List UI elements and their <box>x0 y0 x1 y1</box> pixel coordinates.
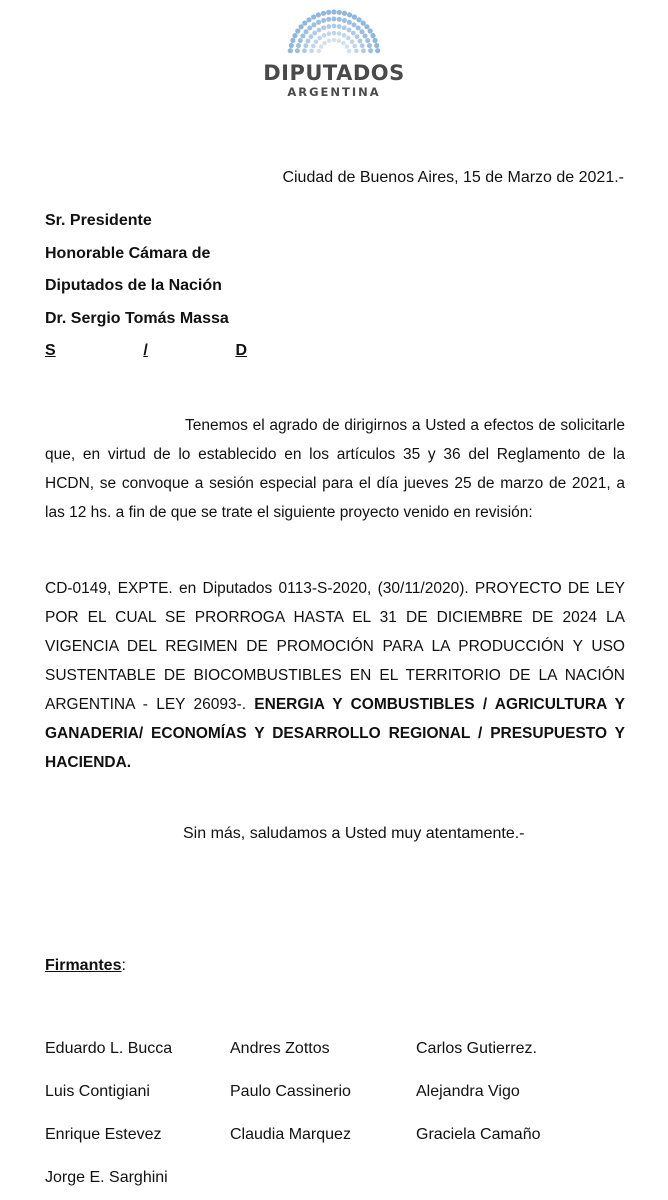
addressee-line: Honorable Cámara de <box>45 244 211 262</box>
closing-line: Sin más, saludamos a Usted muy atentamente.- <box>183 825 525 842</box>
org-name: DIPUTADOS <box>263 61 405 85</box>
addressee-line: Dr. Sergio Tomás Massa <box>45 309 229 327</box>
signers-heading <box>45 957 126 975</box>
sd-mark <box>45 340 247 362</box>
signer: Andres Zottos <box>230 1040 330 1057</box>
signer: Paulo Cassinerio <box>230 1083 351 1100</box>
signer: Enrique Estevez <box>45 1126 162 1143</box>
committees: ENERGIA Y COMBUSTIBLES / AGRICULTURA Y GANADERIA/ ECONOMÍAS Y DESARROLLO REGIONAL / PRESUPUESTO Y HACIENDA. <box>45 696 626 771</box>
org-country: ARGENTINA <box>287 85 381 99</box>
sd-right: D <box>235 342 247 359</box>
signers-label-colon: : <box>121 957 126 974</box>
sd-middle: / <box>143 342 148 359</box>
signer: Claudia Marquez <box>230 1126 351 1143</box>
letterhead-logo <box>0 6 668 100</box>
signer: Alejandra Vigo <box>416 1083 520 1100</box>
addressee-block <box>45 210 229 340</box>
signer: Carlos Gutierrez. <box>416 1040 537 1057</box>
signer: Jorge E. Sarghini <box>45 1169 168 1186</box>
addressee-line: Diputados de la Nación <box>45 277 222 294</box>
congress-dome-icon <box>274 6 394 58</box>
project-paragraph <box>45 574 625 777</box>
signer: Eduardo L. Bucca <box>45 1040 173 1057</box>
request-paragraph: Tenemos el agrado de dirigirnos a Usted a efectos de solicitarle que, en virtud de lo establecido en los artículos 35 y 36 del Reglamento de la HCDN, se convoque a sesión especial para el día jueves 25 de marzo de 2021, a las 12 hs. a fin de que se trate el siguiente proyecto venido en revisión: <box>45 417 625 521</box>
addressee-line: Sr. Presidente <box>45 212 152 229</box>
sd-left: S <box>45 342 56 359</box>
date-line: Ciudad de Buenos Aires, 15 de Marzo de 2021.- <box>282 169 624 186</box>
project-description: CD-0149, EXPTE. en Diputados 0113-S-2020, (30/11/2020). PROYECTO DE LEY POR EL CUAL SE PRORROGA HASTA EL 31 DE DICIEMBRE DE 2024 LA VIGENCIA DEL REGIMEN DE PROMOCIÓN PARA LA PRODUCCIÓN Y USO SUSTENTABLE DE BIOCOMBUSTIBLES EN EL TERRITORIO DE LA NACIÓN ARGENTINA - LEY 26093-. <box>45 580 625 713</box>
signer: Graciela Camaño <box>416 1126 541 1143</box>
signer: Luis Contigiani <box>45 1083 150 1100</box>
signers-label: Firmantes <box>45 957 122 974</box>
